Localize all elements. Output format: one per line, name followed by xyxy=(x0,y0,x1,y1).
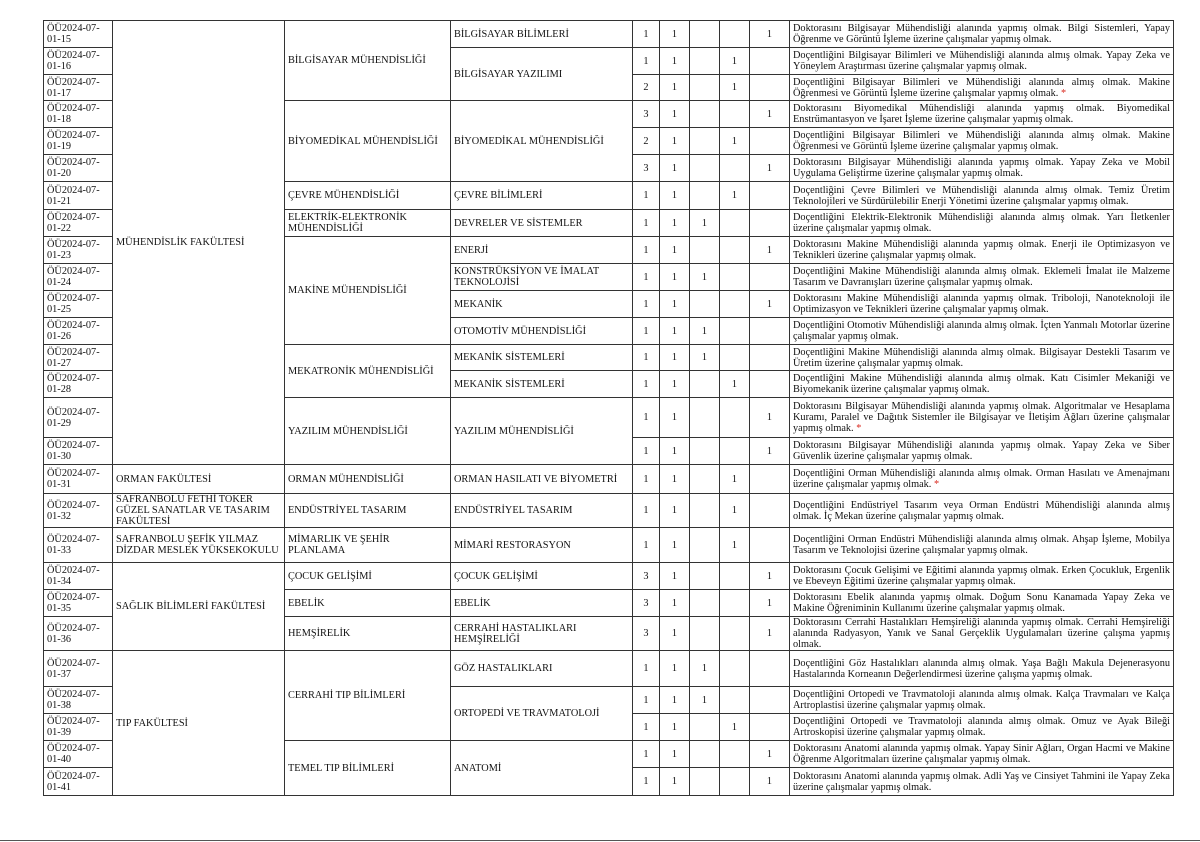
count-n1: 1 xyxy=(633,210,660,237)
field-name: GÖZ HASTALIKLARI xyxy=(451,651,633,687)
requirement-text: Doçentliğini Bilgisayar Bilimleri ve Mühendisliği alanında almış olmak. Makine Öğrenmesi ve Görüntü İşleme üzerine çalışmalar yapmış olmak. * xyxy=(790,75,1174,101)
faculty-name: SAFRANBOLU FETHİ TOKER GÜZEL SANATLAR VE TASARIM FAKÜLTESİ xyxy=(113,494,285,528)
position-code: ÖÜ2024-07-01-29 xyxy=(44,398,113,438)
count-n2: 1 xyxy=(660,617,690,651)
count-n3 xyxy=(690,101,720,128)
count-n1: 1 xyxy=(633,371,660,398)
requirement-text: Doçentliğini Bilgisayar Bilimleri ve Mühendisliği alanında almış olmak. Makine Öğrenmesi ve Görüntü İşleme üzerine çalışmalar yapmış olmak. xyxy=(790,128,1174,155)
count-n1: 1 xyxy=(633,182,660,210)
position-code: ÖÜ2024-07-01-18 xyxy=(44,101,113,128)
field-name: MEKANİK xyxy=(451,291,633,318)
requirement-text: Doktorasını Makine Mühendisliği alanında yapmış olmak. Triboloji, Nanoteknoloji ile Optimizasyon ve Teknikleri üzerine çalışmalar yapmış olmak. xyxy=(790,291,1174,318)
count-n2: 1 xyxy=(660,128,690,155)
field-name: ORTOPEDİ VE TRAVMATOLOJİ xyxy=(451,687,633,741)
field-name: BİLGİSAYAR YAZILIMI xyxy=(451,48,633,101)
count-n1: 1 xyxy=(633,741,660,768)
count-n5: 1 xyxy=(750,590,790,617)
count-n4: 1 xyxy=(720,494,750,528)
count-n5 xyxy=(750,75,790,101)
position-code: ÖÜ2024-07-01-37 xyxy=(44,651,113,687)
field-name: DEVRELER VE SİSTEMLER xyxy=(451,210,633,237)
requirement-text: Doçentliğini Ortopedi ve Travmatoloji alanında almış olmak. Omuz ve Ayak Bileği Artroskopisi üzerine çalışmalar yapmış olmak. xyxy=(790,714,1174,741)
position-code: ÖÜ2024-07-01-35 xyxy=(44,590,113,617)
count-n4: 1 xyxy=(720,75,750,101)
count-n1: 1 xyxy=(633,528,660,563)
count-n1: 1 xyxy=(633,264,660,291)
count-n3 xyxy=(690,182,720,210)
table-row xyxy=(44,465,1174,494)
count-n5 xyxy=(750,182,790,210)
requirement-text: Doktorasını Ebelik alanında yapmış olmak. Doğum Sonu Kanamada Yapay Zeka ve Makine Öğreniminin Kullanımı üzerine çalışmalar yapmış olmak. xyxy=(790,590,1174,617)
department-name: MAKİNE MÜHENDİSLİĞİ xyxy=(285,237,451,345)
count-n1: 1 xyxy=(633,291,660,318)
count-n4 xyxy=(720,563,750,590)
count-n2: 1 xyxy=(660,563,690,590)
requirement-text: Doçentliğini Elektrik-Elektronik Mühendisliği alanında almış olmak. Yarı İletkenler üzerine çalışmalar yapmış olmak. xyxy=(790,210,1174,237)
position-code: ÖÜ2024-07-01-28 xyxy=(44,371,113,398)
field-name: OTOMOTİV MÜHENDİSLİĞİ xyxy=(451,318,633,345)
count-n5 xyxy=(750,494,790,528)
count-n2: 1 xyxy=(660,438,690,465)
count-n1: 1 xyxy=(633,651,660,687)
count-n5 xyxy=(750,651,790,687)
department-name: CERRAHİ TIP BİLİMLERİ xyxy=(285,651,451,741)
department-name: ORMAN MÜHENDİSLİĞİ xyxy=(285,465,451,494)
position-code: ÖÜ2024-07-01-22 xyxy=(44,210,113,237)
count-n5: 1 xyxy=(750,768,790,796)
count-n4 xyxy=(720,210,750,237)
requirement-text: Doktorasını Biyomedikal Mühendisliği alanında yapmış olmak. Biyomedikal Enstrümantasyon ve İşaret İşleme üzerine çalışmalar yapmış olmak. xyxy=(790,101,1174,128)
count-n1: 1 xyxy=(633,438,660,465)
requirement-text: Doktorasını Çocuk Gelişimi ve Eğitimi alanında yapmış olmak. Erken Çocukluk, Ergenlik ve Ebeveyn Eğitimi üzerine çalışmalar yapmış olmak. xyxy=(790,563,1174,590)
count-n3 xyxy=(690,563,720,590)
position-code: ÖÜ2024-07-01-27 xyxy=(44,345,113,371)
count-n4 xyxy=(720,237,750,264)
count-n2: 1 xyxy=(660,465,690,494)
count-n2: 1 xyxy=(660,264,690,291)
count-n3 xyxy=(690,291,720,318)
department-name: BİLGİSAYAR MÜHENDİSLİĞİ xyxy=(285,21,451,101)
count-n4 xyxy=(720,687,750,714)
count-n5 xyxy=(750,528,790,563)
field-name: ÇOCUK GELİŞİMİ xyxy=(451,563,633,590)
requirement-text: Doktorasını Makine Mühendisliği alanında yapmış olmak. Enerji ile Optimizasyon ve Teknikleri üzerine çalışmalar yapmış olmak. xyxy=(790,237,1174,264)
department-name: MİMARLIK VE ŞEHİR PLANLAMA xyxy=(285,528,451,563)
count-n5 xyxy=(750,48,790,75)
table-row xyxy=(44,651,1174,687)
count-n4: 1 xyxy=(720,182,750,210)
count-n4 xyxy=(720,345,750,371)
faculty-name: SAĞLIK BİLİMLERİ FAKÜLTESİ xyxy=(113,563,285,651)
count-n2: 1 xyxy=(660,75,690,101)
count-n5: 1 xyxy=(750,563,790,590)
asterisk-mark: * xyxy=(1060,87,1067,99)
count-n1: 1 xyxy=(633,465,660,494)
count-n1: 3 xyxy=(633,563,660,590)
count-n4: 1 xyxy=(720,128,750,155)
department-name: ÇOCUK GELİŞİMİ xyxy=(285,563,451,590)
count-n2: 1 xyxy=(660,210,690,237)
count-n3 xyxy=(690,617,720,651)
field-name: CERRAHİ HASTALIKLARI HEMŞİRELİĞİ xyxy=(451,617,633,651)
requirement-text: Doçentliğini Makine Mühendisliği alanında almış olmak. Eklemeli İmalat ile Malzeme Tasarım ve Davranışları üzerine çalışmalar yapmış olmak. xyxy=(790,264,1174,291)
count-n2: 1 xyxy=(660,741,690,768)
count-n2: 1 xyxy=(660,318,690,345)
position-code: ÖÜ2024-07-01-36 xyxy=(44,617,113,651)
count-n3: 1 xyxy=(690,264,720,291)
count-n4: 1 xyxy=(720,714,750,741)
count-n4 xyxy=(720,21,750,48)
department-name: TEMEL TIP BİLİMLERİ xyxy=(285,741,451,796)
field-name: MEKANİK SİSTEMLERİ xyxy=(451,371,633,398)
count-n3 xyxy=(690,75,720,101)
field-name: ANATOMİ xyxy=(451,741,633,796)
field-name: EBELİK xyxy=(451,590,633,617)
count-n4: 1 xyxy=(720,528,750,563)
count-n3 xyxy=(690,590,720,617)
count-n2: 1 xyxy=(660,101,690,128)
count-n1: 2 xyxy=(633,75,660,101)
count-n4 xyxy=(720,651,750,687)
count-n3 xyxy=(690,714,720,741)
requirement-text: Doçentliğini Ortopedi ve Travmatoloji alanında almış olmak. Kalça Travmaları ve Kalça Artroplastisi üzerine çalışmalar yapmış olmak. xyxy=(790,687,1174,714)
position-code: ÖÜ2024-07-01-26 xyxy=(44,318,113,345)
count-n2: 1 xyxy=(660,687,690,714)
department-name: YAZILIM MÜHENDİSLİĞİ xyxy=(285,398,451,465)
count-n5: 1 xyxy=(750,101,790,128)
field-name: ENERJİ xyxy=(451,237,633,264)
count-n2: 1 xyxy=(660,714,690,741)
position-code: ÖÜ2024-07-01-34 xyxy=(44,563,113,590)
count-n5 xyxy=(750,371,790,398)
count-n3: 1 xyxy=(690,318,720,345)
count-n4 xyxy=(720,398,750,438)
requirement-text: Doçentliğini Makine Mühendisliği alanında almış olmak. Katı Cisimler Mekaniği ve Biyomekanik üzerine çalışmalar yapmış olmak. xyxy=(790,371,1174,398)
table-row xyxy=(44,563,1174,590)
count-n4 xyxy=(720,264,750,291)
count-n5 xyxy=(750,210,790,237)
count-n4: 1 xyxy=(720,48,750,75)
field-name: MEKANİK SİSTEMLERİ xyxy=(451,345,633,371)
asterisk-mark: * xyxy=(933,479,940,490)
count-n2: 1 xyxy=(660,48,690,75)
count-n5 xyxy=(750,318,790,345)
count-n5 xyxy=(750,687,790,714)
position-code: ÖÜ2024-07-01-31 xyxy=(44,465,113,494)
count-n4 xyxy=(720,101,750,128)
table-body xyxy=(44,21,1174,796)
requirement-text: Doçentliğini Göz Hastalıkları alanında almış olmak. Yaşa Bağlı Makula Dejenerasyonu Hastalarında Korneanın Değerlendirmesi üzerine çalışma yapmış olmak. xyxy=(790,651,1174,687)
department-name: ELEKTRİK-ELEKTRONİK MÜHENDİSLİĞİ xyxy=(285,210,451,237)
department-name: ENDÜSTRİYEL TASARIM xyxy=(285,494,451,528)
department-name: BİYOMEDİKAL MÜHENDİSLİĞİ xyxy=(285,101,451,182)
count-n1: 1 xyxy=(633,318,660,345)
count-n5 xyxy=(750,345,790,371)
count-n3 xyxy=(690,128,720,155)
count-n3: 1 xyxy=(690,345,720,371)
position-code: ÖÜ2024-07-01-38 xyxy=(44,687,113,714)
count-n2: 1 xyxy=(660,528,690,563)
asterisk-mark: * xyxy=(856,423,862,434)
staff-positions-table xyxy=(43,20,1174,796)
requirement-text: Doktorasını Bilgisayar Mühendisliği alanında yapmış olmak. Yapay Zeka ve Siber Güvenlik üzerine çalışmalar yapmış olmak. xyxy=(790,438,1174,465)
requirement-text: Doktorasını Anatomi alanında yapmış olmak. Yapay Sinir Ağları, Organ Hacmi ve Makine Öğrenme Algoritmaları üzerine çalışmalar yapmış olmak. xyxy=(790,741,1174,768)
count-n4 xyxy=(720,291,750,318)
count-n3 xyxy=(690,237,720,264)
field-name: MİMARİ RESTORASYON xyxy=(451,528,633,563)
count-n4 xyxy=(720,590,750,617)
count-n3: 1 xyxy=(690,687,720,714)
position-code: ÖÜ2024-07-01-24 xyxy=(44,264,113,291)
count-n2: 1 xyxy=(660,21,690,48)
requirement-text: Doçentliğini Orman Mühendisliği alanında almış olmak. Orman Hasılatı ve Amenajmanı üzerine çalışmalar yapmış olmak. * xyxy=(790,465,1174,494)
count-n4 xyxy=(720,318,750,345)
count-n1: 1 xyxy=(633,687,660,714)
department-name: ÇEVRE MÜHENDİSLİĞİ xyxy=(285,182,451,210)
position-code: ÖÜ2024-07-01-25 xyxy=(44,291,113,318)
count-n2: 1 xyxy=(660,291,690,318)
position-code: ÖÜ2024-07-01-33 xyxy=(44,528,113,563)
position-code: ÖÜ2024-07-01-32 xyxy=(44,494,113,528)
count-n2: 1 xyxy=(660,182,690,210)
count-n1: 1 xyxy=(633,237,660,264)
count-n2: 1 xyxy=(660,651,690,687)
count-n5 xyxy=(750,714,790,741)
position-code: ÖÜ2024-07-01-40 xyxy=(44,741,113,768)
requirement-text: Doçentliğini Otomotiv Mühendisliği alanında almış olmak. İçten Yanmalı Motorlar üzerine çalışmalar yapmış olmak. xyxy=(790,318,1174,345)
count-n2: 1 xyxy=(660,345,690,371)
count-n4: 1 xyxy=(720,465,750,494)
position-code: ÖÜ2024-07-01-17 xyxy=(44,75,113,101)
count-n1: 2 xyxy=(633,128,660,155)
position-code: ÖÜ2024-07-01-20 xyxy=(44,155,113,182)
count-n3 xyxy=(690,371,720,398)
count-n5: 1 xyxy=(750,291,790,318)
count-n3 xyxy=(690,768,720,796)
count-n1: 1 xyxy=(633,494,660,528)
requirement-text: Doktorasını Bilgisayar Mühendisliği alanında yapmış olmak. Bilgi Sistemleri, Yapay Öğrenme ve Görüntü İşleme üzerine çalışmalar yapmış olmak. xyxy=(790,21,1174,48)
count-n4 xyxy=(720,768,750,796)
faculty-name: SAFRANBOLU ŞEFİK YILMAZ DİZDAR MESLEK YÜKSEKOKULU xyxy=(113,528,285,563)
requirement-text: Doçentliğini Bilgisayar Bilimleri ve Mühendisliği alanında almış olmak. Yapay Zeka ve Yöneylem Araştırması üzerine çalışmalar yapmış olmak. xyxy=(790,48,1174,75)
position-code: ÖÜ2024-07-01-15 xyxy=(44,21,113,48)
count-n3 xyxy=(690,528,720,563)
position-code: ÖÜ2024-07-01-23 xyxy=(44,237,113,264)
table-row xyxy=(44,528,1174,563)
faculty-name: MÜHENDİSLİK FAKÜLTESİ xyxy=(113,21,285,465)
field-name: BİYOMEDİKAL MÜHENDİSLİĞİ xyxy=(451,101,633,182)
count-n1: 3 xyxy=(633,101,660,128)
count-n3 xyxy=(690,21,720,48)
field-name: KONSTRÜKSİYON VE İMALAT TEKNOLOJİSİ xyxy=(451,264,633,291)
count-n5 xyxy=(750,264,790,291)
count-n2: 1 xyxy=(660,371,690,398)
position-code: ÖÜ2024-07-01-19 xyxy=(44,128,113,155)
count-n1: 1 xyxy=(633,21,660,48)
count-n5: 1 xyxy=(750,617,790,651)
table-row xyxy=(44,494,1174,528)
count-n3 xyxy=(690,741,720,768)
position-code: ÖÜ2024-07-01-41 xyxy=(44,768,113,796)
count-n5: 1 xyxy=(750,438,790,465)
requirement-text: Doçentliğini Çevre Bilimleri ve Mühendisliği alanında almış olmak. Temiz Üretim Teknolojileri ve Sürdürülebilir Enerji Yönetimi üzerine çalışmalar yapmış olmak. xyxy=(790,182,1174,210)
count-n2: 1 xyxy=(660,494,690,528)
requirement-text: Doktorasını Anatomi alanında yapmış olmak. Adli Yaş ve Cinsiyet Tahmini ile Yapay Zeka üzerine çalışmalar yapmış olmak. xyxy=(790,768,1174,796)
count-n4 xyxy=(720,155,750,182)
count-n5: 1 xyxy=(750,237,790,264)
count-n4 xyxy=(720,741,750,768)
count-n1: 1 xyxy=(633,768,660,796)
field-name: BİLGİSAYAR BİLİMLERİ xyxy=(451,21,633,48)
count-n4: 1 xyxy=(720,371,750,398)
requirement-text: Doçentliğini Orman Endüstri Mühendisliği alanında almış olmak. Ahşap İşleme, Mobilya Tasarım ve Teknolojisi üzerine çalışmalar yapmış olmak. xyxy=(790,528,1174,563)
position-code: ÖÜ2024-07-01-30 xyxy=(44,438,113,465)
count-n5: 1 xyxy=(750,741,790,768)
field-name: ORMAN HASILATI VE BİYOMETRİ xyxy=(451,465,633,494)
requirement-text: Doçentliğini Endüstriyel Tasarım veya Orman Endüstri Mühendisliği alanında almış olmak. İç Mekan üzerine çalışmalar yapmış olmak. xyxy=(790,494,1174,528)
count-n3 xyxy=(690,48,720,75)
field-name: YAZILIM MÜHENDİSLİĞİ xyxy=(451,398,633,465)
requirement-text: Doktorasını Bilgisayar Mühendisliği alanında yapmış olmak. Yapay Zeka ve Mobil Uygulama Geliştirme üzerine çalışmalar yapmış olmak. xyxy=(790,155,1174,182)
count-n5: 1 xyxy=(750,155,790,182)
count-n3 xyxy=(690,155,720,182)
faculty-name: TIP FAKÜLTESİ xyxy=(113,651,285,796)
count-n3 xyxy=(690,494,720,528)
table-row xyxy=(44,21,1174,48)
count-n5 xyxy=(750,465,790,494)
count-n1: 1 xyxy=(633,345,660,371)
department-name: EBELİK xyxy=(285,590,451,617)
requirement-text: Doktorasını Cerrahi Hastalıkları Hemşireliği alanında yapmış olmak. Cerrahi Hemşireliği alanında Radyasyon, Yanık ve Sanal Gerçeklik Uygulamaları üzerine çalışma yapmış olmak. xyxy=(790,617,1174,651)
requirement-text: Doçentliğini Makine Mühendisliği alanında almış olmak. Bilgisayar Destekli Tasarım ve Üretim üzerine çalışmalar yapmış olmak. xyxy=(790,345,1174,371)
count-n1: 1 xyxy=(633,48,660,75)
count-n1: 1 xyxy=(633,398,660,438)
count-n1: 1 xyxy=(633,714,660,741)
faculty-name: ORMAN FAKÜLTESİ xyxy=(113,465,285,494)
department-name: HEMŞİRELİK xyxy=(285,617,451,651)
page-bottom-rule xyxy=(0,840,1200,841)
count-n1: 3 xyxy=(633,617,660,651)
count-n2: 1 xyxy=(660,398,690,438)
count-n2: 1 xyxy=(660,155,690,182)
count-n3: 1 xyxy=(690,651,720,687)
requirement-text: Doktorasını Bilgisayar Mühendisliği alanında yapmış olmak. Algoritmalar ve Hesaplama Kuramı, Paralel ve Dağıtık Sistemler ile Bilgisayar ve İletişim Ağları üzerine çalışmalar yapmış olmak. * xyxy=(790,398,1174,438)
field-name: ÇEVRE BİLİMLERİ xyxy=(451,182,633,210)
count-n2: 1 xyxy=(660,237,690,264)
field-name: ENDÜSTRİYEL TASARIM xyxy=(451,494,633,528)
count-n1: 3 xyxy=(633,155,660,182)
count-n5: 1 xyxy=(750,398,790,438)
count-n4 xyxy=(720,617,750,651)
count-n4 xyxy=(720,438,750,465)
position-code: ÖÜ2024-07-01-21 xyxy=(44,182,113,210)
count-n3: 1 xyxy=(690,210,720,237)
department-name: MEKATRONİK MÜHENDİSLİĞİ xyxy=(285,345,451,398)
count-n5 xyxy=(750,128,790,155)
position-code: ÖÜ2024-07-01-39 xyxy=(44,714,113,741)
count-n2: 1 xyxy=(660,590,690,617)
count-n2: 1 xyxy=(660,768,690,796)
count-n5: 1 xyxy=(750,21,790,48)
count-n3 xyxy=(690,438,720,465)
count-n1: 3 xyxy=(633,590,660,617)
count-n3 xyxy=(690,398,720,438)
count-n3 xyxy=(690,465,720,494)
position-code: ÖÜ2024-07-01-16 xyxy=(44,48,113,75)
